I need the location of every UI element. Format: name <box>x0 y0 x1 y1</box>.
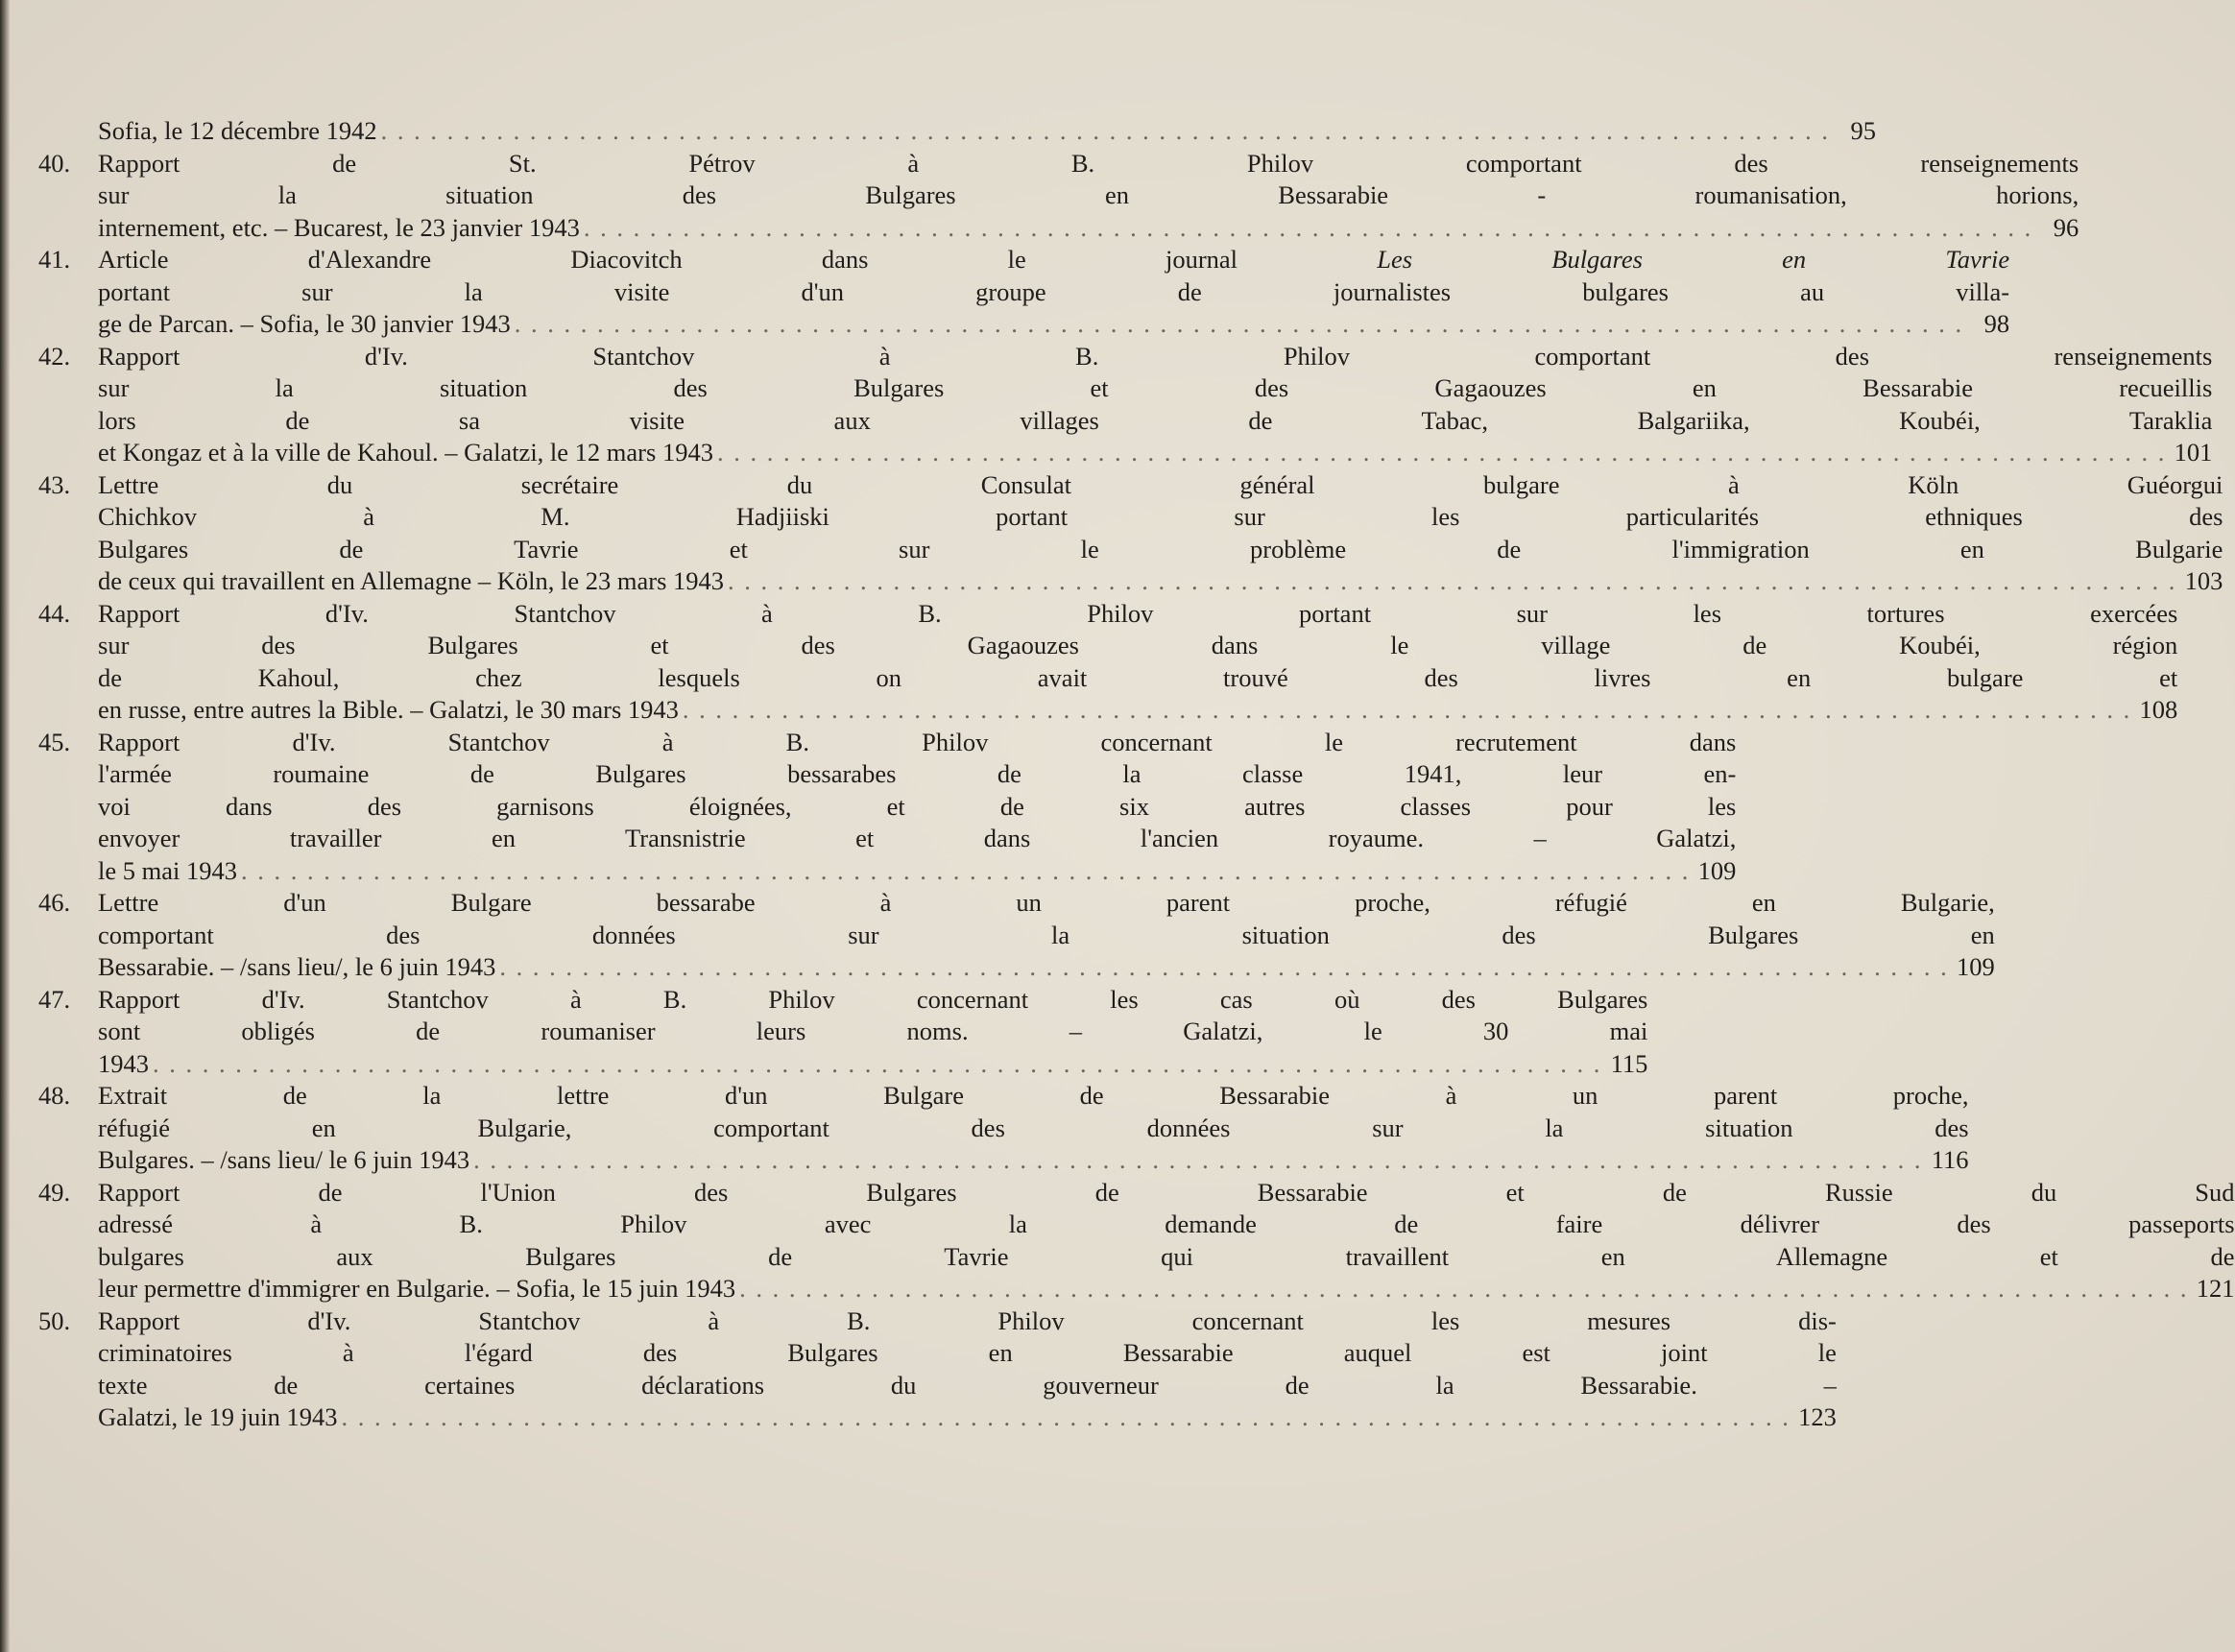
entry-line: sur la situation des Bulgares et des Gagaouzes en Bessarabie recueillis <box>98 373 2213 402</box>
entry-line: sur la situation des Bulgares en Bessarabie - roumanisation, horions, <box>98 180 2079 209</box>
toc-entry <box>38 887 1995 984</box>
entry-line: de Kahoul, chez lesquels on avait trouvé des livres en bulgare et <box>98 662 2178 692</box>
toc-entry <box>38 469 2223 598</box>
entry-line: Lettre d'un Bulgare bessarabe à un parent proche, réfugié en Bulgarie, <box>98 888 1995 917</box>
dot-leader <box>241 855 1690 888</box>
entry-line: Rapport de l'Union des Bulgares de Bessarabie et de Russie du Sud <box>98 1177 2235 1207</box>
entry-last-line: Sofia, le 12 décembre 1942 . . . 95 <box>98 115 1876 148</box>
entry-line: criminatoires à l'égard des Bulgares en Bessarabie auquel est joint le <box>98 1338 1837 1367</box>
dot-leader <box>728 565 2176 598</box>
entry-line: Rapport de St. Pétrov à B. Philov comportant des renseignements <box>98 148 2079 178</box>
entry-last-line: 1943 . . . 115 <box>98 1048 1647 1081</box>
entry-line: Rapport d'Iv. Stantchov à B. Philov concernant les cas où des Bulgares <box>98 984 1648 1014</box>
entry-last-line: Galatzi, le 19 juin 1943 . . . 123 <box>98 1401 1837 1434</box>
page-number: 116 <box>1931 1145 1969 1174</box>
toc-entry <box>38 1305 1837 1434</box>
entry-last-line: et Kongaz et à la ville de Kahoul. – Galatzi, le 12 mars 1943 . . . 101 <box>98 437 2212 469</box>
entry-last-line: le 5 mai 1943 . . . 109 <box>98 855 1736 888</box>
entry-line: sont obligés de roumaniser leurs noms. – Galatzi, le 30 mai <box>98 1017 1648 1045</box>
entry-number: 46. <box>38 888 71 917</box>
entry-line: l'armée roumaine de Bulgares bessarabes de la classe 1941, leur en- <box>98 759 1737 788</box>
entry-last-line: en russe, entre autres la Bible. – Galatzi, le 30 mars 1943 . . . 108 <box>98 694 2177 727</box>
toc-entry <box>38 148 2079 245</box>
entry-line: lors de sa visite aux villages de Tabac, Balgariika, Koubéi, Taraklia <box>98 405 2213 435</box>
dot-leader <box>739 1273 2188 1305</box>
entry-last-line: ge de Parcan. – Sofia, le 30 janvier 1943 . . . 98 <box>98 308 2009 341</box>
dot-leader <box>381 115 1830 148</box>
entry-last-line: de ceux qui travaillent en Allemagne – Köln, le 23 mars 1943 . . . 103 <box>98 565 2223 598</box>
journal-title: Les Bulgares en Tavrie <box>1377 245 2010 274</box>
page-number: 101 <box>2174 438 2213 467</box>
entry-line: Lettre du secrétaire du Consulat général bulgare à Köln Guéorgui <box>98 469 2223 499</box>
toc-entry <box>38 341 2213 469</box>
dot-leader <box>499 951 1948 984</box>
entry-line: voi dans des garnisons éloignées, et de six autres classes pour les <box>98 791 1737 821</box>
entry-line: Article d'Alexandre Diacovitch dans le journal Les Bulgares en Tavrie <box>98 245 2010 274</box>
dot-leader <box>584 212 2032 245</box>
entry-line: sur des Bulgares et des Gagaouzes dans le village de Koubéi, région <box>98 631 2178 659</box>
entry-number: 42. <box>38 341 71 371</box>
page-number: 109 <box>1957 952 1995 981</box>
page-number: 98 <box>1983 309 2010 338</box>
entry-last-line: leur permettre d'immigrer en Bulgarie. – Sofia, le 15 juin 1943 . . . 121 <box>98 1273 2235 1305</box>
entry-line: réfugié en Bulgarie, comportant des données sur la situation des <box>98 1113 1969 1142</box>
dot-leader <box>683 694 2131 727</box>
toc-entry <box>38 598 2178 727</box>
dot-leader <box>153 1048 1601 1081</box>
toc-entry <box>38 984 1648 1081</box>
toc-entry <box>38 1177 2235 1305</box>
toc-entry <box>38 1080 1969 1177</box>
entry-number: 41. <box>38 245 71 274</box>
entry-number: 50. <box>38 1305 71 1335</box>
page-number: 123 <box>1798 1402 1837 1431</box>
toc-entry <box>38 244 2010 341</box>
entry-line: portant sur la visite d'un groupe de journalistes bulgares au villa- <box>98 276 2010 306</box>
entry-line: Rapport d'Iv. Stantchov à B. Philov concernant le recrutement dans <box>98 727 1737 756</box>
dot-leader <box>515 308 1963 341</box>
table-of-contents <box>38 115 2235 1434</box>
dot-leader <box>342 1401 1790 1434</box>
entry-last-line: internement, etc. – Bucarest, le 23 janvier 1943 . . . 96 <box>98 212 2079 245</box>
entry-number: 49. <box>38 1177 71 1207</box>
entry-line: bulgares aux Bulgares de Tavrie qui travaillent en Allemagne et de <box>98 1241 2235 1271</box>
toc-entry <box>38 727 1737 888</box>
entry-line: envoyer travailler en Transnistrie et dans l'ancien royaume. – Galatzi, <box>98 824 1737 852</box>
entry-line: adressé à B. Philov avec la demande de faire délivrer des passeports <box>98 1209 2235 1238</box>
page-number: 95 <box>1850 116 1877 145</box>
entry-line: Rapport d'Iv. Stantchov à B. Philov portant sur les tortures exercées <box>98 598 2178 628</box>
entry-number: 47. <box>38 984 71 1014</box>
entry-line: Bulgares de Tavrie et sur le problème de l'immigration en Bulgarie <box>98 534 2223 563</box>
entry-number: 45. <box>38 727 71 756</box>
entry-line: Chichkov à M. Hadjiiski portant sur les particularités ethniques des <box>98 502 2223 531</box>
page-number: 109 <box>1697 855 1737 885</box>
entry-line: Extrait de la lettre d'un Bulgare de Bessarabie à un parent proche, <box>98 1081 1969 1110</box>
page-number: 108 <box>2139 695 2178 724</box>
entry-line: Rapport d'Iv. Stantchov à B. Philov comportant des renseignements <box>98 341 2213 371</box>
toc-entry <box>38 115 1877 148</box>
page-number: 115 <box>1610 1048 1648 1078</box>
dot-leader <box>717 437 2166 469</box>
page-number: 103 <box>2184 566 2223 595</box>
entry-number: 48. <box>38 1081 71 1110</box>
entry-line: Rapport d'Iv. Stantchov à B. Philov concernant les mesures dis- <box>98 1305 1837 1335</box>
entry-last-line: Bessarabie. – /sans lieu/, le 6 juin 1943 . . . 109 <box>98 951 1995 984</box>
entry-line: texte de certaines déclarations du gouverneur de la Bessarabie. – <box>98 1370 1837 1400</box>
entry-line: comportant des données sur la situation des Bulgares en <box>98 920 1995 949</box>
dot-leader <box>473 1144 1922 1177</box>
entry-number: 40. <box>38 148 71 178</box>
entry-last-line: Bulgares. – /sans lieu/ le 6 juin 1943 . . . 116 <box>98 1144 1969 1177</box>
book-binding-edge <box>0 0 10 1652</box>
page-number: 96 <box>2053 212 2079 242</box>
entry-number: 44. <box>38 598 71 628</box>
page-number: 121 <box>2196 1274 2235 1303</box>
entry-number: 43. <box>38 469 71 499</box>
